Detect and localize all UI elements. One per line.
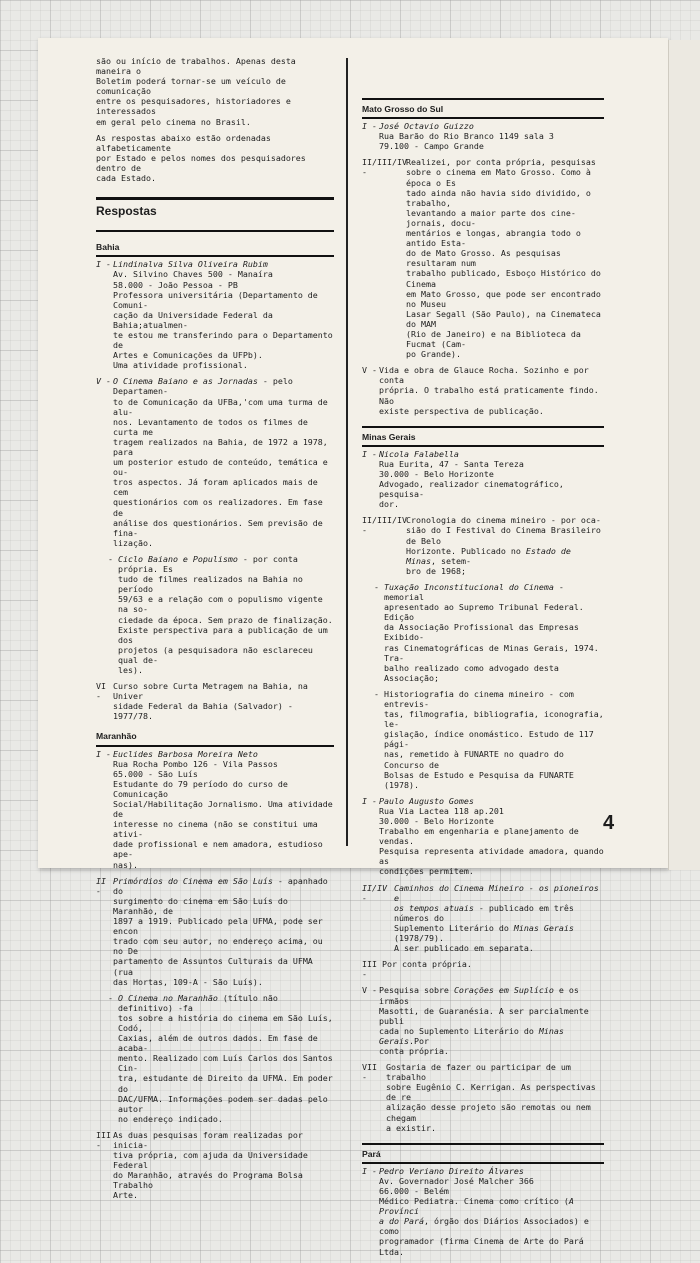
entry-funding xyxy=(96,1130,334,1201)
entry-research xyxy=(362,883,604,954)
intro-paragraph-order: As respostas abaixo estão ordenadas alfabeticamente por Estado e pelos nomes dos pesquisadores dentro de cada Estado. xyxy=(96,132,306,184)
work-description: , setem- bro de 1968; xyxy=(406,555,471,576)
researcher-details: Rua Barão do Rio Branco 1149 sala 3 79.100 - Campo Grande xyxy=(379,131,554,152)
entry-number: III - xyxy=(96,1129,111,1150)
state-heading-para xyxy=(362,1143,604,1164)
publication-name: Estado de Minas xyxy=(406,545,571,566)
entry-researcher xyxy=(362,1166,604,1257)
right-column xyxy=(362,96,604,1263)
entry-number: I - xyxy=(96,748,111,759)
work-description: - pelo Departamen- to de Comunicação da UFBa,'com uma turma de alu- nos. Levantamento de todos os filmes de curta me tragem realizados na Bahia, de 1972 a 1978, para um posterior estudo de conteúdo, temática e ou- tros aspectos. Já foram aplicados mais de cem questionários com os realizadores. Em fase de análise dos questionários. Sem previsão de fina- lização. xyxy=(113,376,328,548)
entry-research xyxy=(96,376,334,548)
entry-number: VII - xyxy=(362,1062,377,1083)
work-description: Vida e obra de Glauce Rocha. Sozinho e por conta própria. O trabalho está praticamente findo. Não existe perspectiva de publicação. xyxy=(379,365,599,416)
researcher-name: José Octavio Guizzo xyxy=(379,121,474,132)
state-rule-top xyxy=(362,98,604,100)
entry-number: II/III/IV - xyxy=(362,157,407,178)
entry-subitem: - O Cinema no Maranhão (título não definitivo) -fa tos sobre a história do cinema em São Luís, Codó, Caxias, além de outros dados. Em fase de acaba- mento. Realizado com Luís Carlos dos Santos Cin- tra, estudante de Direito da UFMA. Em poder do DAC/UFMA. Informações podem ser dadas pelo autor no endereço indicado. xyxy=(108,992,333,1124)
work-title: Corações em Suplício xyxy=(453,985,554,996)
entry-number: I - xyxy=(362,795,377,806)
work-description: (título não definitivo) -fa tos sobre a história do cinema em São Luís, Codó, Caxias, além de outros dados. Em fase de acaba- mento. Realizado com Luís Carlos dos Santos Cin- tra, estudante de Direito da UFMA. Em poder do DAC/UFMA. Informações podem ser dadas pelo autor no endereço indicado. xyxy=(118,992,333,1124)
work-description: Realizei, por conta própria, pesquisas sobre o cinema em Mato Grosso. Como à época o Es tado ainda não havia sido dividido, o trabalho, levantando a maior parte dos cine-jornais, docu- mentários e longas, abrangia todo o antido Esta- do de Mato Grosso. As pesquisas resultaram num trabalho publicado, Esboço Histórico do Cinema em Mato Grosso, que pode ser encontrado no Museu Lasar Segall (São Paulo), na Cinemateca do MAM (Rio de Janeiro) e na Biblioteca da Fucmat (Cam- po Grande). xyxy=(406,157,601,360)
entry-research xyxy=(362,157,604,359)
entry-number: II/IV - xyxy=(362,882,387,903)
state-rule xyxy=(362,1162,604,1164)
work-description: Historiografia do cinema mineiro - com entrevis- tas, filmografia, bibliografia, iconografia, le- gislação, índice onomástico. Estudo de 117 pági- nas, remetido à FUNARTE no quadro do Concurso de Bolsas de Estudo e Pesquisa da FUNARTE (1978). xyxy=(384,688,604,790)
entry-research xyxy=(362,959,604,979)
entry-course xyxy=(96,681,334,721)
section-title: Respostas xyxy=(96,204,157,219)
state-rule-top xyxy=(362,426,604,428)
entry-number: II/III/IV - xyxy=(362,515,407,536)
state-rule xyxy=(96,255,334,257)
work-description: .Por conta própria. xyxy=(379,1035,449,1056)
work-description: Pesquisa sobre xyxy=(379,985,454,996)
researcher-name: Pedro Veriano Direito Álvares xyxy=(379,1165,524,1176)
entry-number: V - xyxy=(362,985,377,996)
state-title-maranhao: Maranhão xyxy=(96,731,137,742)
entry-number: I - xyxy=(362,121,377,132)
state-rule xyxy=(96,745,334,747)
work-title: O Cinema Baiano e as Jornadas xyxy=(113,376,258,387)
entry-research xyxy=(362,985,604,1056)
entry-researcher xyxy=(362,796,604,877)
entry-research xyxy=(362,1062,604,1133)
entry-researcher xyxy=(362,121,604,151)
state-title-minas: Minas Gerais xyxy=(362,431,416,442)
entry-subitem: - Ciclo Baiano e Populismo - por conta própria. Es tudo de filmes realizados na Bahia no período 59/63 e a relação com o populismo vigente na so- ciedade da época. Sem prazo de finalização. Existe perspectiva para a publicação de um dos projetos (a pesquisadora não esclareceu qual de- les). xyxy=(108,553,333,675)
state-rule xyxy=(362,117,604,119)
publication-name: A Provínci a do Pará xyxy=(379,1196,574,1227)
researcher-details: Av. Silvino Chaves 500 - Manaíra 58.000 - João Pessoa - PB Professora universitária (Departamento de Comuni- cação da Universidade Federal da Bahia;atualmen- te estou me transferindo para o Departamento de Artes e Comunicações da UFPb). Uma atividade profissional. xyxy=(113,269,333,371)
work-description: Gostaria de fazer ou participar de um trabalho sobre Eugênio C. Kerrigan. As perspectivas de re alização desse projeto são remotas ou nem chegam a existir. xyxy=(386,1062,596,1133)
state-title-bahia: Bahia xyxy=(96,242,120,253)
intro-paragraph: são ou início de trabalhos. Apenas desta maneira o Boletim poderá tornar-se um veículo de comunicação entre os pesquisadores, historiadores e interessados em geral pelo cinema no Brasil. xyxy=(96,56,296,127)
entry-subitem: - Historiografia do cinema mineiro - com entrevis- tas, filmografia, bibliografia, iconografia, le- gislação, índice onomástico. Estudo de 117 pági- nas, remetido à FUNARTE no quadro do Concurso de Bolsas de Estudo e Pesquisa da FUNARTE (1978). xyxy=(374,688,604,790)
entry-number: VI - xyxy=(96,681,106,702)
researcher-details: , órgão dos Diários Associados) e como programador (firma Cinema de Arte do Pará Ltda. xyxy=(379,1216,589,1257)
left-column xyxy=(96,56,334,1207)
funding-description: As duas pesquisas foram realizadas por inicia- tiva própria, com ajuda da Universidade Federal do Maranhão, através do Programa Bolsa Trabalho Arte. xyxy=(113,1129,308,1201)
state-rule-top xyxy=(362,1143,604,1145)
work-description: - publicado em três números do Suplemento Literário do xyxy=(394,902,574,933)
entry-research xyxy=(96,876,334,987)
work-title: Caminhos do Cinema Mineiro - os pioneiros e os tempos atuais xyxy=(394,882,599,913)
state-title-mato-grosso: Mato Grosso do Sul xyxy=(362,104,444,114)
work-description: (1978/79). A ser publicado em separata. xyxy=(394,933,534,954)
work-description: - memorial apresentado ao Supremo Tribunal Federal. Edição da Associação Profissional das Empresas Exibido- ras Cinematográficas de Minas Gerais, 1974. Tra- balho realizado como advogado desta Associação; xyxy=(384,581,599,683)
entry-number: I - xyxy=(96,259,111,270)
researcher-name: Lindinalva Silva Oliveira Rubim xyxy=(113,259,268,270)
researcher-details: Rua Eurita, 47 - Santa Tereza 30.000 - Belo Horizonte Advogado, realizador cinematográfico, pesquisa- dor. xyxy=(379,458,564,510)
work-title: Tuxação Inconstitucional do Cinema xyxy=(384,581,554,592)
work-description: Cronologia do cinema mineiro - por oca- sião do I Festival do Cinema Brasileiro de Belo Horizonte. Publicado no xyxy=(406,515,601,556)
work-title: O Cinema no Maranhão xyxy=(118,992,218,1003)
entry-researcher xyxy=(362,449,604,510)
work-description: - apanhado do surgimento do cinema em São Luís do Maranhão, de 1897 a 1919. Publicado pela UFMA, pode ser encon trado com seu autor, no endereço acima, ou no De partamento de Assuntos Culturais da UFMA (rua das Hortas, 109-A - São Luís). xyxy=(113,875,328,987)
researcher-details: Av. Governador José Malcher 366 66.000 - Belém Médico Pediatra. Cinema como crítico ( xyxy=(379,1175,569,1207)
state-title-para: Pará xyxy=(362,1148,381,1159)
state-rule xyxy=(362,445,604,447)
researcher-name: Nicola Falabella xyxy=(379,448,459,459)
entry-research xyxy=(362,365,604,415)
state-heading-maranhao xyxy=(96,731,334,746)
state-heading-bahia xyxy=(96,242,334,257)
entry-researcher xyxy=(96,259,334,370)
entry-number: V - xyxy=(96,376,111,387)
entry-number: I - xyxy=(362,448,377,459)
researcher-details: Rua Via Lactea 118 ap.201 30.000 - Belo Horizonte Trabalho em engenharia e planejamento de vendas. Pesquisa representa atividade amadora, quando as condições permitem. xyxy=(379,805,604,877)
entry-number: V - xyxy=(362,365,377,376)
publication-name: Minas Gerais xyxy=(513,922,574,933)
publication-name: Minas Gerais xyxy=(379,1025,564,1046)
entry-number: III - xyxy=(362,959,377,980)
column-divider xyxy=(346,58,348,846)
researcher-name: Euclides Barbosa Moreira Neto xyxy=(113,748,258,759)
entry-research xyxy=(362,515,604,576)
work-title: Primórdios do Cinema em São Luís xyxy=(113,875,273,886)
state-heading-minas xyxy=(362,426,604,447)
page-number: 4 xyxy=(603,812,615,834)
section-rule-top xyxy=(96,197,334,200)
entry-researcher xyxy=(96,749,334,870)
entry-subitem: - Tuxação Inconstitucional do Cinema - memorial apresentado ao Supremo Tribunal Federal. Edição da Associação Profissional das Empresas Exibido- ras Cinematográficas de Minas Gerais, 1974. Tra- balho realizado como advogado desta Associação; xyxy=(374,581,599,683)
entry-number: II - xyxy=(96,875,106,896)
section-rule-bottom xyxy=(96,230,334,232)
work-title: Ciclo Baiano e Populismo xyxy=(118,553,238,564)
state-heading-mato-grosso xyxy=(362,98,604,119)
researcher-name: Paulo Augusto Gomes xyxy=(379,795,474,806)
work-description: - por conta própria. Es tudo de filmes realizados na Bahia no período 59/63 e a relação com o populismo vigente na so- ciedade da época. Sem prazo de finalização. Existe perspectiva para a publicação de um dos projetos (a pesquisadora não esclareceu qual de- les). xyxy=(118,553,333,675)
next-page-edge xyxy=(668,40,700,870)
entry-number: I - xyxy=(362,1165,377,1176)
researcher-details: Rua Rocha Pombo 126 - Vila Passos 65.000 - São Luís Estudante do 79 período do curso de Comunicação Social/Habilitação Jornalismo. Uma atividade de interesse no cinema (não se constitui uma ativi- dade profissional e nem amadora, estudioso ape- nas). xyxy=(113,758,333,870)
work-description: Por conta própria. xyxy=(382,959,472,970)
work-description: e os irmãos Masotti, de Guaranésia. A ser parcialmente publi cada no Suplemento Literário do xyxy=(379,985,589,1036)
course-description: Curso sobre Curta Metragem na Bahia, na Univer sidade Federal da Bahia (Salvador) - 1977/78. xyxy=(113,681,308,722)
